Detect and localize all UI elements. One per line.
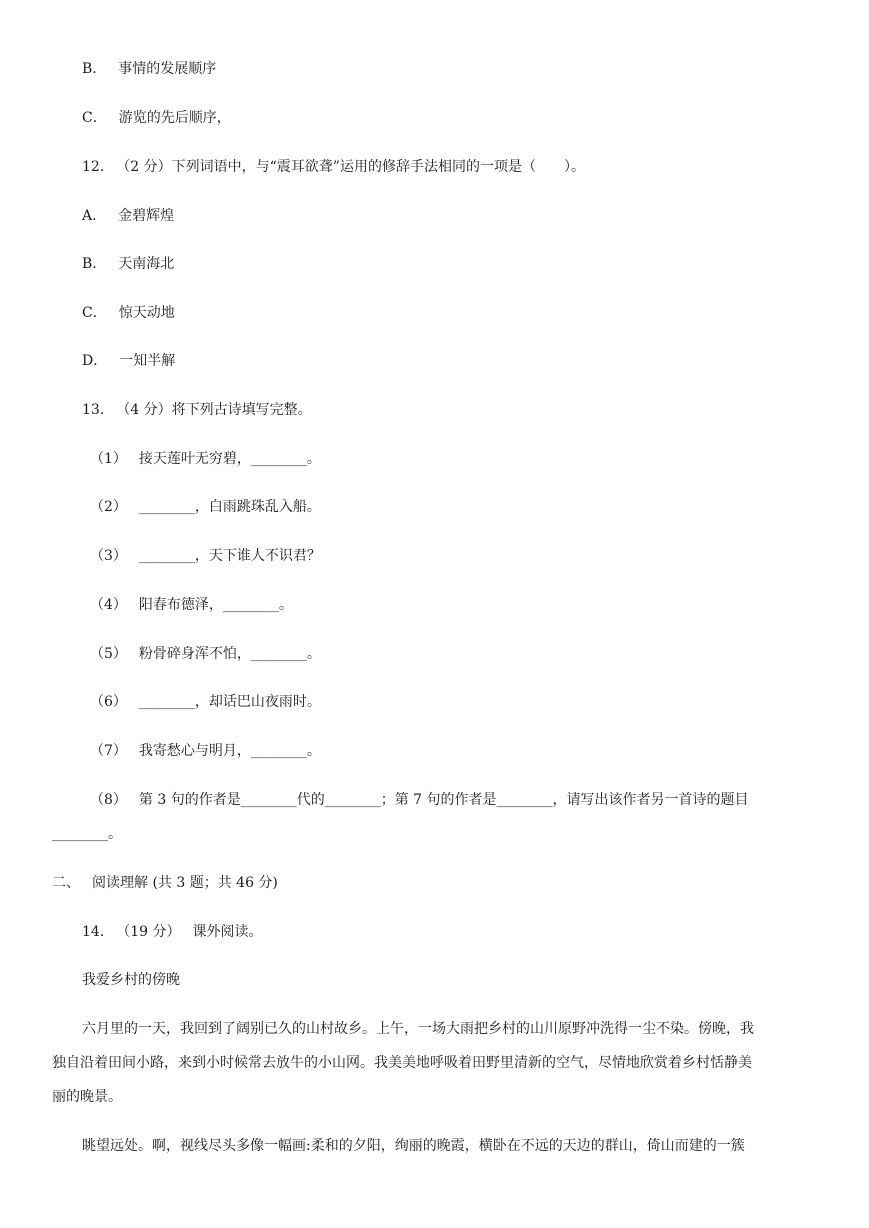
subquestion-text: 粉骨碎身浑不怕，________。 (138, 646, 321, 662)
question-text: 将下列古诗填写完整。 (171, 402, 312, 418)
subquestion-8-continuation (52, 824, 122, 844)
subquestion-2 (90, 497, 321, 517)
subquestion-text: 阳春布德泽，________。 (138, 597, 293, 613)
subquestion-text: 第 3 句的作者是________代的________；第 7 句的作者是________，请写出该作者另一首诗的题目 (138, 792, 749, 808)
subquestion-7 (90, 741, 321, 761)
passage-line (52, 1087, 122, 1107)
subquestion-8 (90, 790, 749, 810)
question-number: 14. (82, 924, 105, 940)
subquestion-text: 我寄愁心与明月，________。 (138, 743, 321, 759)
option-label: B． (82, 256, 107, 272)
section-number: 二、 (52, 875, 80, 891)
subquestion-text: ________，却话巴山夜雨时。 (138, 694, 321, 710)
option-label: D． (82, 353, 108, 369)
subquestion-3 (90, 546, 321, 566)
passage-line (82, 1136, 745, 1156)
option-12-c (82, 303, 175, 323)
option-text: 事情的发展顺序 (118, 61, 217, 77)
subquestion-number: （5） (90, 646, 127, 662)
option-12-b (82, 254, 174, 274)
option-label: A． (82, 208, 107, 224)
option-text: 天南海北 (118, 256, 175, 272)
question-score: （19 分） (116, 924, 181, 940)
subquestion-5 (90, 644, 321, 664)
option-12-d (82, 351, 175, 371)
passage-text: 眺望远处。啊，视线尽头多像一幅画:柔和的夕阳，绚丽的晚霞，横卧在不远的天边的群山，倚山而建的一簇 (82, 1138, 745, 1154)
subquestion-1 (90, 449, 321, 469)
passage-text: 六月里的一天，我回到了阔别已久的山村故乡。上午，一场大雨把乡村的山川原野冲洗得一尘不染。傍晚，我 (82, 1021, 754, 1037)
question-text: 下列词语中，与“震耳欲聋”运用的修辞手法相同的一项是（ ）。 (171, 159, 585, 175)
subquestion-6 (90, 692, 321, 712)
question-number: 13. (82, 402, 105, 418)
option-label: B． (82, 61, 107, 77)
passage-title (82, 970, 180, 990)
option-11-b (82, 59, 216, 79)
option-text: 游览的先后顺序， (118, 110, 231, 126)
option-text: 金碧辉煌 (118, 208, 175, 224)
subquestion-number: （4） (90, 597, 127, 613)
question-14 (82, 922, 263, 942)
passage-line (82, 1019, 754, 1039)
subquestion-text: ________。 (52, 826, 122, 842)
passage-text: 独自沿着田间小路，来到小时候常去放牛的小山网。我美美地呼吸着田野里清新的空气，尽情地欣赏着乡村恬静美 (52, 1055, 752, 1071)
section-heading (52, 873, 278, 893)
option-12-a (82, 206, 174, 226)
subquestion-number: （6） (90, 694, 127, 710)
option-label: C． (82, 110, 107, 126)
subquestion-4 (90, 595, 293, 615)
question-score: （2 分） (116, 159, 172, 175)
subquestion-text: 接天莲叶无穷碧，________。 (138, 451, 321, 467)
option-label: C． (82, 305, 107, 321)
subquestion-number: （7） (90, 743, 127, 759)
passage-title-text: 我爱乡村的傍晚 (82, 972, 180, 988)
question-12 (82, 157, 585, 177)
subquestion-text: ________，天下谁人不识君？ (138, 548, 321, 564)
question-text: 课外阅读。 (192, 924, 263, 940)
option-text: 一知半解 (119, 353, 176, 369)
subquestion-number: （1） (90, 451, 127, 467)
passage-text: 丽的晚景。 (52, 1089, 122, 1105)
option-11-c (82, 108, 231, 128)
passage-line (52, 1053, 752, 1073)
section-title: 阅读理解 (共 3 题；共 46 分) (92, 875, 278, 891)
subquestion-number: （2） (90, 499, 127, 515)
question-number: 12. (82, 159, 105, 175)
subquestion-number: （8） (90, 792, 127, 808)
question-score: （4 分） (116, 402, 172, 418)
question-13 (82, 400, 312, 420)
subquestion-text: ________，白雨跳珠乱入船。 (138, 499, 321, 515)
option-text: 惊天动地 (118, 305, 175, 321)
subquestion-number: （3） (90, 548, 127, 564)
